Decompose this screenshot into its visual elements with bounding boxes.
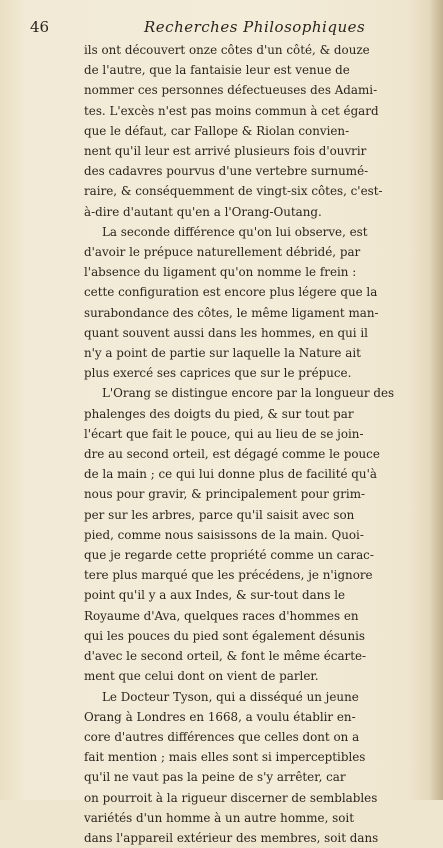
text-line: tere plus marqué que les précédens, je n'ignore bbox=[84, 565, 434, 585]
text-line: dre au second orteil, est dégagé comme le pouce bbox=[84, 444, 434, 464]
text-line: qui les pouces du pied sont également désunis bbox=[84, 626, 434, 646]
text-line: ment que celui dont on vient de parler. bbox=[84, 666, 434, 686]
text-line: fait mention ; mais elles sont si imperceptibles bbox=[84, 747, 434, 767]
text-line: L'Orang se distingue encore par la longueur des bbox=[84, 383, 434, 403]
text-line: per sur les arbres, parce qu'il saisit avec son bbox=[84, 505, 434, 525]
text-line: d'avoir le prépuce naturellement débridé, par bbox=[84, 242, 434, 262]
text-line: pied, comme nous saisissons de la main. Quoi- bbox=[84, 525, 434, 545]
text-line: surabondance des côtes, le même ligament man- bbox=[84, 303, 434, 323]
text-line: core d'autres différences que celles dont on a bbox=[84, 727, 434, 747]
text-line: plus exercé ses caprices que sur le prépuce. bbox=[84, 363, 434, 383]
text-line: que le défaut, car Fallope & Riolan convien- bbox=[84, 121, 434, 141]
text-line: Le Docteur Tyson, qui a disséqué un jeune bbox=[84, 687, 434, 707]
running-head: Recherches Philosophiques bbox=[144, 18, 365, 36]
text-line: n'y a point de partie sur laquelle la Nature ait bbox=[84, 343, 434, 363]
text-line: de l'autre, que la fantaisie leur est venue de bbox=[84, 60, 434, 80]
paragraph bbox=[84, 383, 434, 686]
text-line: phalenges des doigts du pied, & sur tout par bbox=[84, 404, 434, 424]
page-header bbox=[30, 18, 430, 40]
page-number: 46 bbox=[30, 18, 49, 36]
text-line: point qu'il y a aux Indes, & sur-tout dans le bbox=[84, 585, 434, 605]
paragraph bbox=[84, 222, 434, 384]
text-line: on pourroit à la rigueur discerner de semblables bbox=[84, 788, 434, 808]
paragraph bbox=[84, 687, 434, 848]
text-line: Royaume d'Ava, quelques races d'hommes en bbox=[84, 606, 434, 626]
text-line: que je regarde cette propriété comme un carac- bbox=[84, 545, 434, 565]
text-line: tes. L'excès n'est pas moins commun à cet égard bbox=[84, 101, 434, 121]
text-line: variétés d'un homme à un autre homme, soit bbox=[84, 808, 434, 828]
text-line: nommer ces personnes défectueuses des Adami- bbox=[84, 80, 434, 100]
text-line: raire, & conséquemment de vingt-six côtes, c'est- bbox=[84, 181, 434, 201]
text-line: l'absence du ligament qu'on nomme le frein : bbox=[84, 262, 434, 282]
text-line: des cadavres pourvus d'une vertebre surnumé- bbox=[84, 161, 434, 181]
text-line: à-dire d'autant qu'en a l'Orang-Outang. bbox=[84, 202, 434, 222]
text-line: nous pour gravir, & principalement pour grim- bbox=[84, 484, 434, 504]
text-line: l'écart que fait le pouce, qui au lieu de se join- bbox=[84, 424, 434, 444]
text-line: quant souvent aussi dans les hommes, en qui il bbox=[84, 323, 434, 343]
text-line: qu'il ne vaut pas la peine de s'y arrêter, car bbox=[84, 767, 434, 787]
body-text bbox=[84, 40, 434, 848]
text-line: de la main ; ce qui lui donne plus de facilité qu'à bbox=[84, 464, 434, 484]
paragraph bbox=[84, 40, 434, 222]
text-line: ils ont découvert onze côtes d'un côté, & douze bbox=[84, 40, 434, 60]
text-line: dans l'appareil extérieur des membres, soit dans bbox=[84, 828, 434, 848]
text-line: d'avec le second orteil, & font le même écarte- bbox=[84, 646, 434, 666]
text-line: cette configuration est encore plus légere que la bbox=[84, 282, 434, 302]
text-line: La seconde différence qu'on lui observe, est bbox=[84, 222, 434, 242]
text-line: Orang à Londres en 1668, a voulu établir en- bbox=[84, 707, 434, 727]
text-line: nent qu'il leur est arrivé plusieurs fois d'ouvrir bbox=[84, 141, 434, 161]
